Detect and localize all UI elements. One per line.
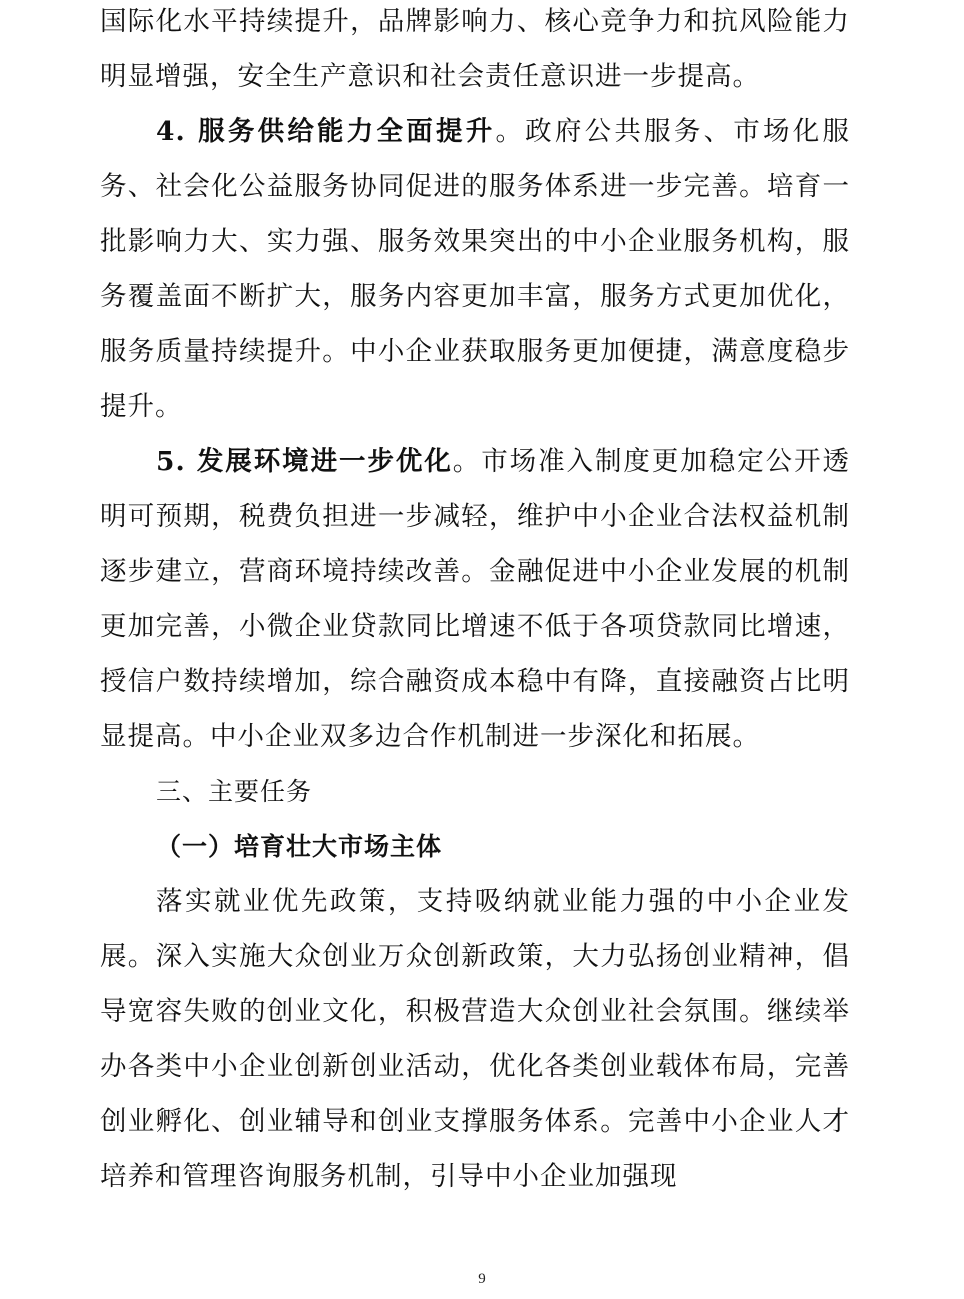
paragraph-market-entities: 落实就业优先政策，支持吸纳就业能力强的中小企业发展。深入实施大众创业万众创新政策，大力弘扬创业精神，倡导宽容失败的创业文化，积极营造大众创业社会氛围。继续举办各类中小企业创新创业活动，优化各类创业载体布局，完善创业孵化、创业辅导和创业支撑服务体系。完善中小企业人才培养和管理咨询服务机制，引导中小企业加强现 [100, 886, 850, 1192]
subsection-heading: （一）培育壮大市场主体 [156, 832, 443, 861]
item-4-heading: 4. 服务供给能力全面提升 [156, 116, 496, 147]
item-5-body: 。市场准入制度更加稳定公开透明可预期，税费负担进一步减轻，维护中小企业合法权益机制逐步建立，营商环境持续改善。金融促进中小企业发展的机制更加完善，小微企业贷款同比增速不低于各项贷款同比增速，授信户数持续增加，综合融资成本稳中有降，直接融资占比明显提高。中小企业双多边合作机制进一步深化和拓展。 [100, 446, 851, 752]
item-5-heading: 5. 发展环境进一步优化 [156, 446, 453, 477]
item-4-body: 。政府公共服务、市场化服务、社会化公益服务协同促进的服务体系进一步完善。培育一批影响力大、实力强、服务效果突出的中小企业服务机构，服务覆盖面不断扩大，服务内容更加丰富，服务方式更加优化，服务质量持续提升。中小企业获取服务更加便捷，满意度稳步提升。 [100, 116, 851, 422]
section-heading: 三、主要任务 [156, 777, 313, 806]
page-number: 9 [478, 1271, 486, 1287]
paragraph-item-4 [100, 104, 850, 434]
body-text [100, 0, 850, 1204]
paragraph-continued: 国际化水平持续提升，品牌影响力、核心竞争力和抗风险能力明显增强，安全生产意识和社会责任意识进一步提高。 [100, 6, 850, 92]
paragraph-item-5 [100, 434, 850, 764]
